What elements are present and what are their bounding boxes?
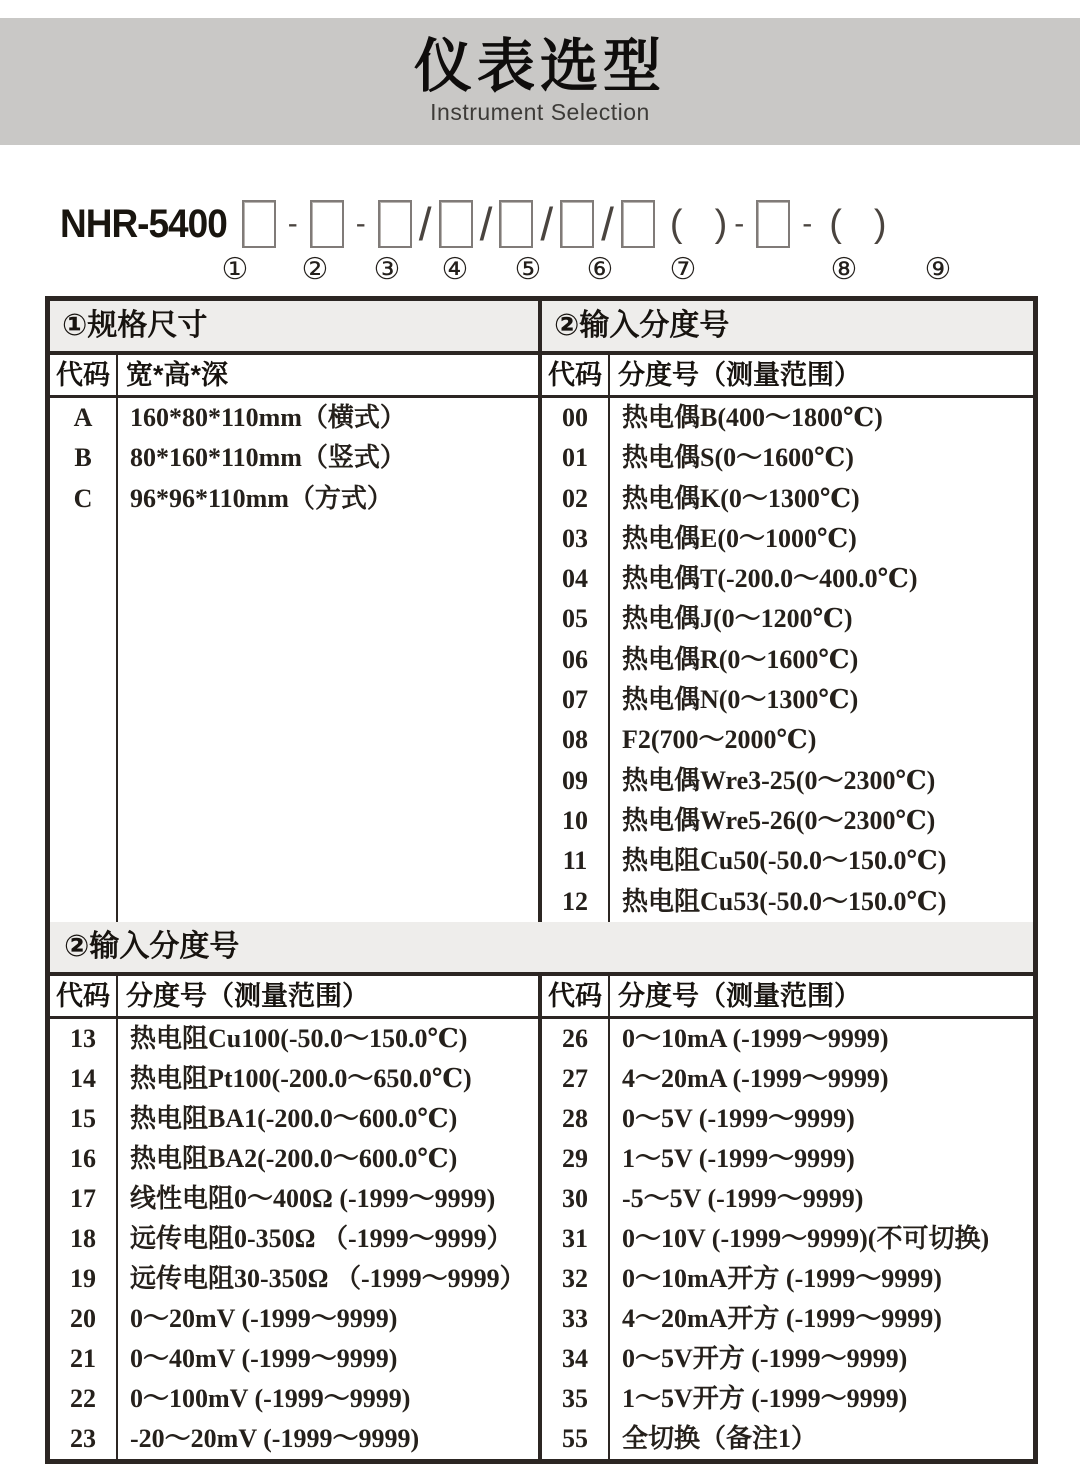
code-cell — [50, 841, 116, 881]
column-header-value: 分度号（测量范围） — [610, 355, 1033, 398]
value-cell: 热电偶B(400～1800℃) — [622, 403, 883, 432]
column-header-code: 代码 — [542, 976, 608, 1019]
code-cell: B — [74, 443, 92, 473]
value-cell: 远传电阻0-350Ω （-1999～9999） — [130, 1223, 513, 1253]
value-cell: 热电偶T(-200.0～400.0℃) — [622, 564, 918, 594]
value-cell: 0～100mV (-1999～9999) — [130, 1383, 411, 1413]
code-column — [50, 976, 118, 1459]
position-marker-6: ⑥ — [586, 253, 614, 286]
code-cell: A — [73, 403, 93, 432]
input-graduation-pane-2-left — [50, 976, 542, 1459]
value-cell: 热电偶S(0～1600℃) — [622, 443, 854, 473]
position-marker-1: ① — [221, 253, 249, 286]
value-cell: 热电阻BA1(-200.0～600.0℃) — [130, 1103, 458, 1133]
code-cell: 23 — [70, 1423, 96, 1453]
value-cell: 0～5V开方 (-1999～9999) — [622, 1343, 908, 1373]
column-header-code: 代码 — [50, 355, 116, 398]
value-cell: 热电阻Cu50(-50.0～150.0℃) — [622, 846, 947, 876]
model-code-box — [756, 200, 790, 248]
column-header-value: 分度号（测量范围） — [118, 976, 538, 1019]
value-cell — [118, 841, 538, 881]
value-cell: 4～20mA开方 (-1999～9999) — [622, 1303, 942, 1333]
value-cell: 热电偶K(0～1300℃) — [622, 483, 860, 513]
code-cell: 55 — [562, 1423, 588, 1453]
spec-size-section-header: ①规格尺寸 — [50, 301, 538, 355]
dash-separator: - — [355, 207, 366, 240]
code-cell: 21 — [70, 1343, 96, 1373]
code-cell: 28 — [562, 1103, 588, 1133]
code-cell: 34 — [562, 1343, 588, 1373]
dash-separator: - — [287, 207, 298, 240]
code-cell: 22 — [70, 1383, 96, 1413]
value-column — [610, 976, 1033, 1459]
model-code-box — [242, 200, 276, 248]
model-code-box — [310, 200, 344, 248]
value-cell: 热电偶R(0～1600℃) — [622, 644, 859, 674]
code-cell: 15 — [70, 1103, 96, 1133]
value-cell: 热电偶E(0～1000℃) — [622, 523, 857, 553]
value-cell: 0～10V (-1999～9999)(不可切换) — [622, 1223, 990, 1253]
code-cell: 07 — [562, 685, 588, 715]
input-graduation-columns-2-right — [542, 976, 1033, 1459]
code-column — [50, 355, 118, 922]
model-code-line — [60, 197, 1060, 251]
value-cell: -5～5V (-1999～9999) — [622, 1183, 864, 1213]
value-cell — [118, 761, 538, 801]
value-cell: 远传电阻30-350Ω （-1999～9999） — [130, 1263, 526, 1293]
value-cell: 热电偶J(0～1200℃) — [622, 604, 853, 634]
spec-size-columns — [50, 355, 538, 922]
input-graduation-section-header-2: ②输入分度号 — [50, 922, 1033, 976]
value-cell: -20～20mV (-1999～9999) — [130, 1423, 420, 1453]
slash-separator: / — [601, 198, 614, 250]
code-cell — [50, 599, 116, 639]
value-cell — [118, 882, 538, 922]
code-cell — [50, 720, 116, 760]
page-header-band — [0, 18, 1080, 145]
code-cell — [50, 640, 116, 680]
page-subtitle: Instrument Selection — [430, 99, 650, 126]
open-paren: ( — [829, 202, 842, 245]
section-input-graduation-2 — [50, 922, 1033, 1459]
value-column — [610, 355, 1033, 922]
column-header-value: 分度号（测量范围） — [610, 976, 1033, 1019]
value-cell: 全切换（备注1） — [622, 1423, 818, 1453]
code-cell: 32 — [562, 1263, 588, 1293]
model-code-box — [439, 200, 473, 248]
value-cell — [118, 801, 538, 841]
page-title: 仪表选型 — [413, 33, 666, 99]
code-cell: 13 — [70, 1023, 96, 1053]
code-cell: 08 — [562, 725, 588, 755]
open-paren: ( — [669, 202, 683, 245]
code-cell: 31 — [562, 1223, 588, 1253]
code-cell: 05 — [562, 604, 588, 634]
value-cell: 热电偶N(0～1300℃) — [622, 685, 859, 715]
code-cell: 11 — [562, 846, 588, 876]
value-cell: 热电阻Pt100(-200.0～650.0℃) — [130, 1063, 472, 1093]
code-cell — [50, 559, 116, 599]
input-graduation-columns-2-left — [50, 976, 538, 1459]
column-header-code: 代码 — [50, 976, 116, 1019]
close-paren: ) — [714, 202, 728, 245]
code-cell: 30 — [562, 1183, 588, 1213]
code-cell: 00 — [562, 403, 588, 432]
value-cell: 0～20mV (-1999～9999) — [130, 1303, 398, 1333]
slash-separator: / — [418, 198, 432, 250]
slash-separator: / — [540, 198, 554, 250]
section1-halves — [50, 301, 1033, 922]
value-cell: 热电阻Cu53(-50.0～150.0℃) — [622, 886, 947, 916]
code-cell: 26 — [562, 1023, 588, 1053]
value-cell — [118, 680, 538, 720]
position-marker-2: ② — [301, 253, 329, 286]
value-cell: 0～5V (-1999～9999) — [622, 1103, 855, 1133]
code-cell: 29 — [562, 1143, 588, 1173]
value-cell — [118, 640, 538, 680]
section2-halves — [50, 976, 1033, 1459]
code-cell — [50, 519, 116, 559]
value-column — [118, 976, 538, 1459]
value-cell — [118, 599, 538, 639]
value-cell: 0～10mA (-1999～9999) — [622, 1023, 889, 1053]
value-cell: 1～5V开方 (-1999～9999) — [622, 1383, 908, 1413]
position-marker-3: ③ — [373, 253, 401, 286]
code-cell: 17 — [70, 1183, 96, 1213]
code-cell: 18 — [70, 1223, 96, 1253]
code-cell: 03 — [562, 523, 588, 553]
input-graduation-section-header-1: ②输入分度号 — [542, 301, 1033, 355]
code-cell: 14 — [70, 1063, 96, 1093]
code-column — [542, 355, 610, 922]
code-cell: 01 — [562, 443, 588, 473]
code-cell: 02 — [562, 483, 588, 513]
model-code-box — [378, 200, 412, 248]
code-cell: 04 — [562, 564, 588, 594]
value-cell: F2(700～2000℃) — [622, 725, 817, 755]
value-cell — [118, 559, 538, 599]
value-cell: 热电阻Cu100(-50.0～150.0℃) — [130, 1023, 468, 1053]
position-marker-9: ⑨ — [924, 253, 952, 286]
value-cell: 0～40mV (-1999～9999) — [130, 1343, 398, 1373]
code-column — [542, 976, 610, 1459]
input-graduation-columns-1 — [542, 355, 1033, 922]
model-code-box — [621, 200, 655, 248]
value-cell: 4～20mA (-1999～9999) — [622, 1063, 889, 1093]
value-cell: 80*160*110mm（竖式） — [130, 443, 406, 473]
value-cell: 热电偶Wre3-25(0～2300℃) — [622, 765, 936, 795]
value-column — [118, 355, 538, 922]
value-cell — [118, 720, 538, 760]
code-cell: 35 — [562, 1383, 588, 1413]
spec-size-pane — [50, 301, 542, 922]
code-cell: 27 — [562, 1063, 588, 1093]
value-cell: 0～10mA开方 (-1999～9999) — [622, 1263, 942, 1293]
close-paren: ) — [873, 202, 887, 245]
code-cell: 12 — [562, 886, 588, 916]
code-cell: 10 — [562, 805, 588, 835]
model-code-box — [499, 200, 533, 248]
column-header-code: 代码 — [542, 355, 608, 398]
position-marker-5: ⑤ — [514, 253, 542, 286]
model-prefix: NHR-5400 — [60, 201, 227, 246]
position-marker-8: ⑧ — [830, 253, 858, 286]
value-cell — [118, 519, 538, 559]
code-cell — [50, 761, 116, 801]
dash-separator: - — [734, 207, 745, 240]
code-cell: 06 — [562, 644, 588, 674]
model-code-box — [560, 200, 594, 248]
position-marker-4: ④ — [441, 253, 469, 286]
dash-separator: - — [802, 207, 813, 240]
position-marker-7: ⑦ — [669, 253, 697, 286]
value-cell: 热电阻BA2(-200.0～600.0℃) — [130, 1143, 458, 1173]
code-cell: 19 — [70, 1263, 96, 1293]
code-cell: 09 — [562, 765, 588, 795]
model-position-markers — [0, 252, 1080, 288]
code-cell: 33 — [562, 1303, 588, 1333]
code-cell — [50, 801, 116, 841]
section-spec-and-input — [50, 301, 1033, 922]
value-cell: 96*96*110mm（方式） — [130, 483, 393, 513]
code-cell: 16 — [70, 1143, 96, 1173]
code-cell — [50, 882, 116, 922]
input-graduation-pane-1 — [542, 301, 1033, 922]
column-header-value: 宽*高*深 — [118, 355, 538, 398]
code-cell: C — [73, 483, 93, 513]
input-graduation-pane-2-right — [542, 976, 1033, 1459]
value-cell: 1～5V (-1999～9999) — [622, 1143, 855, 1173]
slash-separator: / — [479, 198, 493, 250]
code-cell — [50, 680, 116, 720]
value-cell: 线性电阻0～400Ω (-1999～9999) — [130, 1183, 496, 1213]
value-cell: 热电偶Wre5-26(0～2300℃) — [622, 805, 936, 835]
value-cell: 160*80*110mm（横式） — [130, 403, 406, 432]
code-cell: 20 — [70, 1303, 96, 1333]
selection-table — [45, 296, 1038, 1464]
